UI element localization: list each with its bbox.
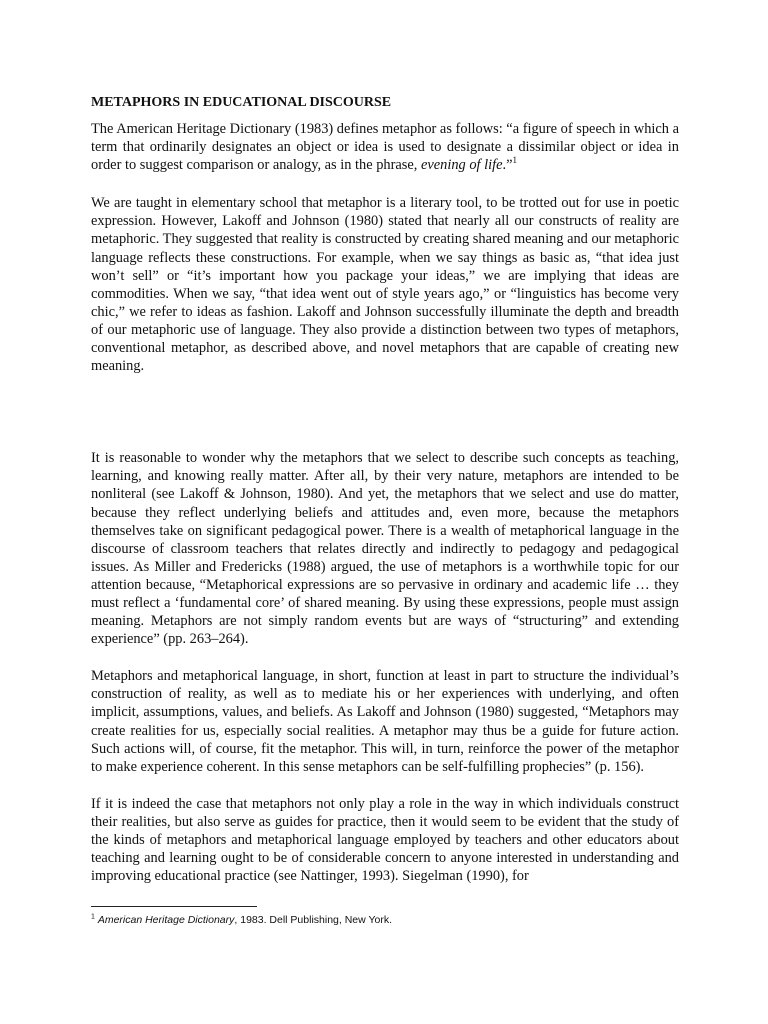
paragraph-definition (91, 120, 679, 174)
footnote-marker: 1 (91, 913, 95, 921)
footnote-details: , 1983. Dell Publishing, New York. (234, 914, 392, 926)
paragraph-gap (91, 375, 679, 449)
paragraph-definition-text: The American Heritage Dictionary (1983) defines metaphor as follows: “a figure of speech in which a term that ordinarily designates an object or idea is used to designate a dissimilar object or idea in order to suggest comparison or analogy, as in the phrase, (91, 121, 679, 174)
document-body (91, 94, 679, 904)
paragraph-definition-closing: .” (502, 157, 513, 174)
footnote (91, 914, 392, 927)
footnote-title: American Heritage Dictionary (97, 914, 235, 926)
paragraph-lakoff-johnson: We are taught in elementary school that metaphor is a literary tool, to be trotted out for use in poetic expression. However, Lakoff and Johnson (1980) stated that nearly all our constructs of reality are metaphoric. They suggested that reality is constructed by creating shared meaning and our metaphoric language reflects these constructions. For example, when we say things as basic as, “that idea just won’t sell” or “it’s important how you package your ideas,” we are implying that ideas are commodities. When we say, “that idea went out of style years ago,” or “linguistics has become very chic,” we refer to ideas as fashion. Lakoff and Johnson successfully illuminate the depth and breadth of our metaphoric use of language. They also provide a distinction between two types of metaphors, conventional metaphor, as described above, and novel metaphors that are capable of creating new meaning. (91, 195, 679, 375)
paragraph-structure-reality: Metaphors and metaphorical language, in short, function at least in part to structure the individual’s construction of reality, as well as to mediate his or her experiences with underlying, and often implicit, assumptions, values, and beliefs. As Lakoff and Johnson (1980) suggested, “Metaphors may create realities for us, especially social realities. A metaphor may thus be a guide for future action. Such actions will, of course, fit the metaphor. This will, in turn, reinforce the power of the metaphor to make experience coherent. In this sense metaphors can be self-fulfilling prophecies” (p. 156). (91, 668, 679, 775)
document-title: METAPHORS IN EDUCATIONAL DISCOURSE (91, 95, 392, 110)
paragraph-definition-emphasis: evening of life (420, 157, 503, 174)
paragraph-guides-for-practice: If it is indeed the case that metaphors not only play a role in the way in which individuals construct their realities, but also serve as guides for practice, then it would seem to be evident that the study of the kinds of metaphors and metaphorical language employed by teachers and other educators about teaching and learning ought to be of considerable concern to anyone interested in understanding and improving educational practice (see Nattinger, 1993). Siegelman (1990), for (91, 795, 679, 885)
footnote-divider (91, 906, 257, 907)
footnote-reference[interactable]: 1 (512, 155, 518, 166)
paragraph-why-metaphors-matter: It is reasonable to wonder why the metaphors that we select to describe such concepts as teaching, learning, and knowing really matter. After all, by their very nature, metaphors are intended to be nonliteral (see Lakoff & Johnson, 1980). And yet, the metaphors that we select and use do matter, because they reflect underlying beliefs and attitudes and, even more, because the metaphors themselves take on significant pedagogical power. There is a wealth of metaphorical language in the discourse of classroom teachers that relates directly and indirectly to pedagogy and pedagogical issues. As Miller and Fredericks (1988) argued, the use of metaphors is a worthwhile topic for our attention because, “Metaphorical expressions are so pervasive in ordinary and academic life … they must reflect a ‘fundamental core’ of shared meaning. By using these expressions, people must assign meaning. Metaphors are not simply random events but are ways of “structuring” and extending experience” (pp. 263–264). (91, 450, 679, 648)
